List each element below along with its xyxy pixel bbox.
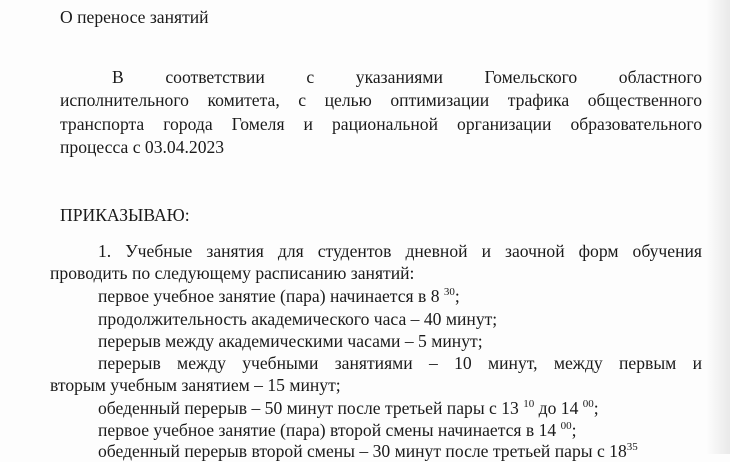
schedule-break-classes-2: вторым учебным занятием – 15 минут; bbox=[50, 375, 341, 395]
schedule-lunch-second-shift: обеденный перерыв второй смены – 30 минут после третьей пары с $18^{35}$ bbox=[98, 441, 638, 461]
schedule-second-shift: первое учебное занятие (пара) второй смены начинается в 14 $^{00}$; bbox=[98, 420, 577, 440]
schedule-first-start: первое учебное занятие (пара) начинается в 8 $^{30}$; bbox=[98, 286, 460, 306]
document-subject: О переносе занятий bbox=[60, 7, 209, 27]
preamble-line-3: транспорта города Гомеля и рациональной организации образовательного bbox=[60, 114, 702, 134]
schedule-break-hours: перерыв между академическими часами – 5 минут; bbox=[98, 331, 483, 351]
page-edge-shadow bbox=[706, 0, 730, 454]
schedule-academic-hour: продолжительность академического часа – 40 минут; bbox=[98, 309, 498, 329]
order-heading: ПРИКАЗЫВАЮ: bbox=[60, 205, 190, 225]
preamble-line-4: процесса с 03.04.2023 bbox=[60, 137, 225, 157]
item-1-line-2: проводить по следующему расписанию занятий: bbox=[50, 263, 415, 283]
item-1-line-1: 1. Учебные занятия для студентов дневной и заочной форм обучения bbox=[98, 241, 702, 261]
schedule-break-classes-1: перерыв между учебными занятиями – 10 минут, между первым и bbox=[98, 353, 702, 373]
preamble-line-2: исполнительного комитета, с целью оптимизации трафика общественного bbox=[60, 90, 702, 110]
preamble-line-1: В соответствии с указаниями Гомельского областного bbox=[112, 67, 702, 87]
schedule-lunch: обеденный перерыв – 50 минут после третьей пары с 13 $^{10}$ до 14 $^{00}$; bbox=[98, 398, 599, 418]
